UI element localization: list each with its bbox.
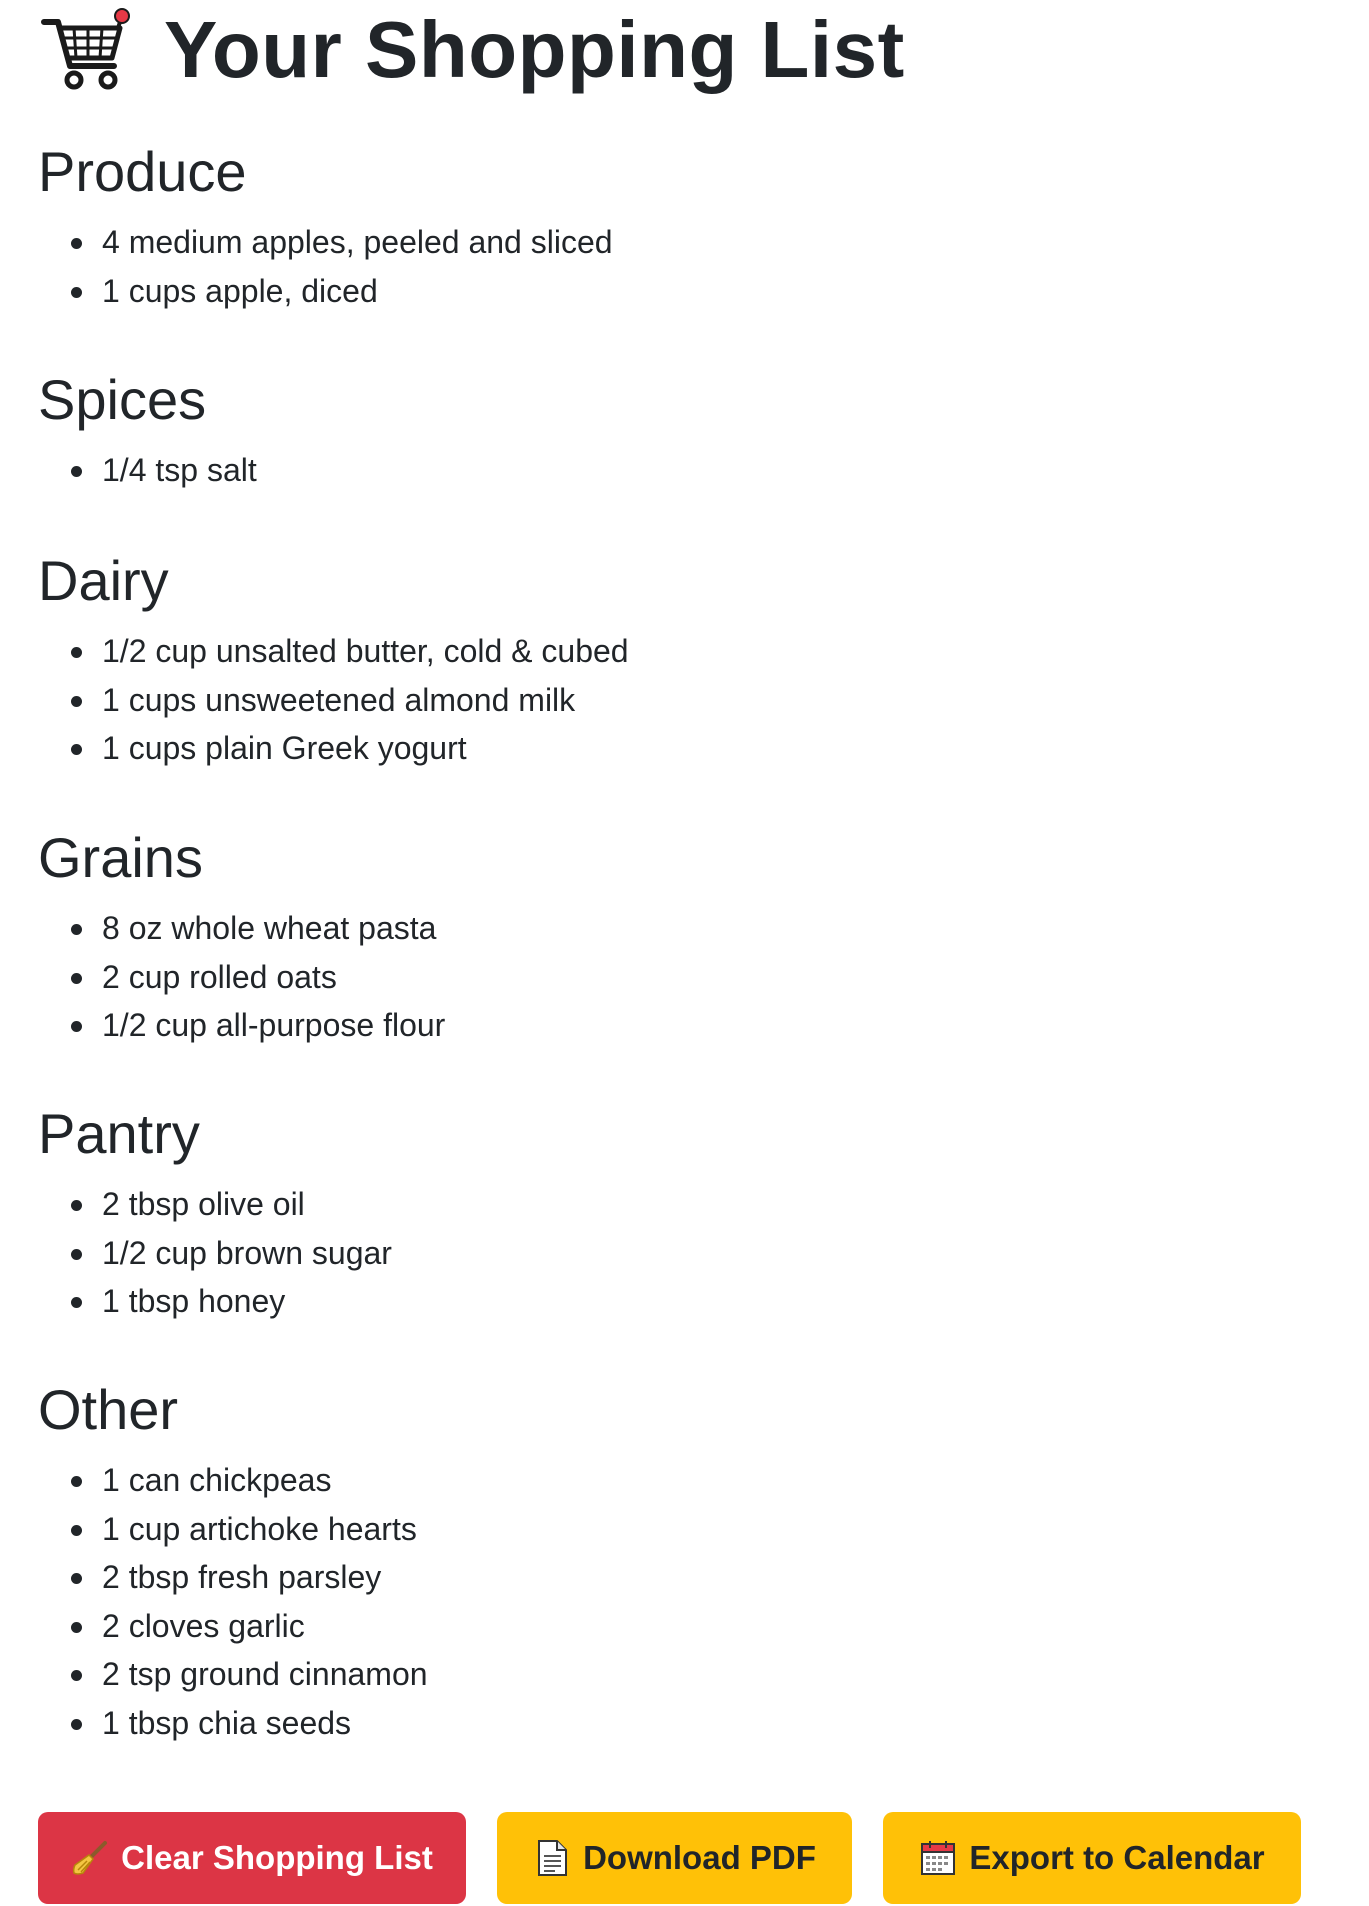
item-text: 1 tbsp chia seeds [102,1704,352,1741]
list-item [38,1456,428,1505]
document-icon [533,1839,571,1877]
section-heading: Other [38,1378,179,1441]
item-list [38,446,257,495]
title-row [38,0,1338,100]
list-item [38,1699,428,1748]
bullet [71,1670,82,1681]
list-item [38,1001,445,1050]
item-text: 1/2 cup all-purpose flour [102,1007,446,1043]
download-label: Download PDF [583,1839,816,1876]
export-to-calendar-button[interactable] [883,1812,1301,1904]
list-item [38,1553,428,1602]
section-produce [38,140,613,315]
section-heading: Dairy [38,549,169,612]
item-text: 4 medium apples, peeled and sliced [102,224,613,260]
bullet [71,696,82,707]
item-text: 1 cups plain Greek yogurt [102,730,467,766]
item-text: 2 cup rolled oats [102,958,337,995]
bullet [71,924,82,935]
item-text: 1 cups apple, diced [102,272,378,309]
list-item [38,446,257,495]
list-item [38,267,613,316]
bullet [71,1719,82,1730]
broom-icon [71,1839,109,1877]
list-item [38,627,629,676]
bullet [71,238,82,249]
bullet [71,1622,82,1633]
bullet [71,466,82,477]
section-heading: Grains [38,826,203,889]
item-text: 2 cloves garlic [102,1607,305,1644]
shopping-cart-icon [38,2,134,98]
section-pantry [38,1102,392,1326]
item-text: 1/4 tsp salt [102,452,257,488]
clear-shopping-list-button[interactable] [38,1812,466,1904]
clear-label: Clear Shopping List [121,1839,433,1876]
section-heading: Spices [38,368,207,431]
item-list [38,627,629,773]
item-text: 2 tsp ground cinnamon [102,1656,428,1692]
bullet [71,1297,82,1308]
item-text: 1 cups unsweetened almond milk [102,681,576,718]
section-heading: Pantry [38,1102,200,1165]
item-text: 1/2 cup brown sugar [102,1234,392,1271]
calendar-icon [919,1839,957,1877]
bullet [71,1573,82,1584]
item-text: 1 can chickpeas [102,1462,332,1498]
list-item [38,1180,392,1229]
list-item [38,218,613,267]
item-text: 8 oz whole wheat pasta [102,910,437,946]
bullet [71,1476,82,1487]
item-list [38,1180,392,1326]
page-title: Your Shopping List [164,5,905,94]
download-pdf-button[interactable] [497,1812,852,1904]
shopping-list-page [38,0,1338,1741]
list-item [38,724,629,773]
section-other [38,1378,428,1747]
item-text: 1 tbsp honey [102,1283,286,1319]
bullet [71,973,82,984]
bullet [71,1021,82,1032]
bullet [71,647,82,658]
section-grains [38,826,445,1050]
list-item [38,676,629,725]
item-list [38,1456,428,1747]
list-item [38,1602,428,1651]
item-list [38,218,613,315]
list-item [38,1650,428,1699]
item-text: 2 tbsp olive oil [102,1186,305,1222]
section-spices [38,368,257,495]
list-item [38,1505,428,1554]
list-item [38,1277,392,1326]
item-list [38,904,445,1050]
bullet [71,287,82,298]
bullet [71,1200,82,1211]
item-text: 2 tbsp fresh parsley [102,1559,382,1595]
item-text: 1 cup artichoke hearts [102,1510,417,1547]
section-dairy [38,549,629,773]
list-item [38,953,445,1002]
bullet [71,1525,82,1536]
section-heading: Produce [38,140,247,203]
list-item [38,1229,392,1278]
export-label: Export to Calendar [969,1839,1265,1876]
list-item [38,904,445,953]
bullet [71,744,82,755]
item-text: 1/2 cup unsalted butter, cold & cubed [102,633,629,669]
bullet [71,1249,82,1260]
